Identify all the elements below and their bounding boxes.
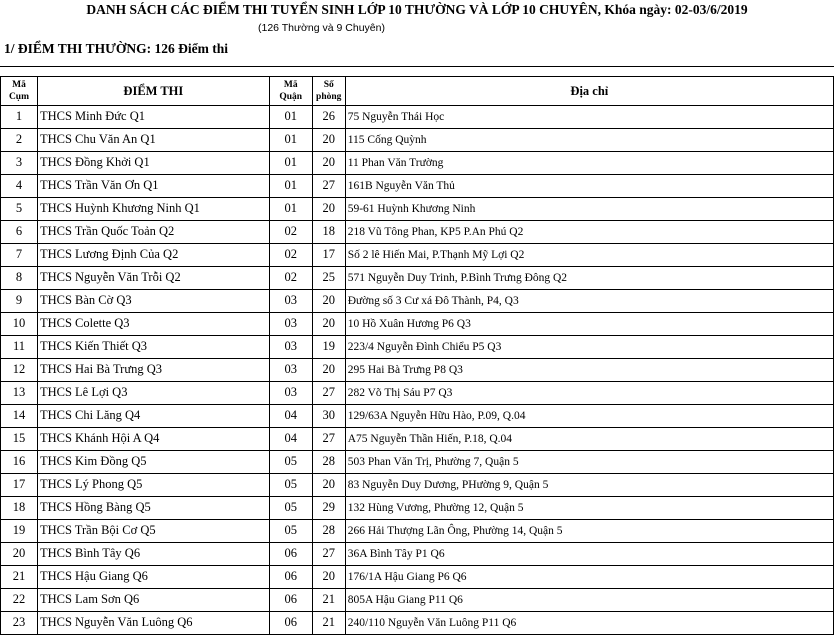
table-row <box>1 428 834 451</box>
cell-district-code: 04 <box>269 405 312 428</box>
cell-room-count: 28 <box>312 520 345 543</box>
cell-cluster-code: 23 <box>1 612 38 635</box>
cell-district-code: 03 <box>269 290 312 313</box>
cell-district-code: 02 <box>269 244 312 267</box>
cell-district-code: 01 <box>269 129 312 152</box>
cell-cluster-code: 16 <box>1 451 38 474</box>
cell-room-count: 21 <box>312 589 345 612</box>
cell-district-code: 02 <box>269 221 312 244</box>
cell-address: 161B Nguyễn Văn Thủ <box>345 175 833 198</box>
cell-address: Số 2 lê Hiến Mai, P.Thạnh Mỹ Lợi Q2 <box>345 244 833 267</box>
cell-address: 83 Nguyễn Duy Dương, PHường 9, Quận 5 <box>345 474 833 497</box>
cell-cluster-code: 20 <box>1 543 38 566</box>
table-row <box>1 451 834 474</box>
table-row <box>1 267 834 290</box>
cell-cluster-code: 18 <box>1 497 38 520</box>
cell-cluster-code: 7 <box>1 244 38 267</box>
table-row <box>1 566 834 589</box>
table-header-row <box>1 77 834 106</box>
cell-address: 75 Nguyễn Thái Học <box>345 106 833 129</box>
cell-district-code: 01 <box>269 106 312 129</box>
cell-room-count: 20 <box>312 474 345 497</box>
table-row <box>1 313 834 336</box>
cell-district-code: 06 <box>269 589 312 612</box>
cell-cluster-code: 22 <box>1 589 38 612</box>
cell-cluster-code: 8 <box>1 267 38 290</box>
cell-district-code: 03 <box>269 359 312 382</box>
table-row <box>1 520 834 543</box>
cell-cluster-code: 10 <box>1 313 38 336</box>
cell-room-count: 25 <box>312 267 345 290</box>
cell-site-name: THCS Đồng Khởi Q1 <box>37 152 269 175</box>
cell-cluster-code: 2 <box>1 129 38 152</box>
cell-site-name: THCS Lê Lợi Q3 <box>37 382 269 405</box>
cell-site-name: THCS Huỳnh Khương Ninh Q1 <box>37 198 269 221</box>
cell-site-name: THCS Hồng Bàng Q5 <box>37 497 269 520</box>
divider <box>0 66 834 67</box>
table-row <box>1 359 834 382</box>
cell-room-count: 27 <box>312 428 345 451</box>
cell-cluster-code: 5 <box>1 198 38 221</box>
cell-room-count: 17 <box>312 244 345 267</box>
cell-cluster-code: 11 <box>1 336 38 359</box>
table-row <box>1 198 834 221</box>
cell-room-count: 20 <box>312 566 345 589</box>
cell-district-code: 01 <box>269 152 312 175</box>
cell-address: 218 Vũ Tông Phan, KP5 P.An Phú Q2 <box>345 221 833 244</box>
cell-cluster-code: 9 <box>1 290 38 313</box>
cell-district-code: 03 <box>269 336 312 359</box>
table-row <box>1 221 834 244</box>
cell-address: 503 Phan Văn Trị, Phường 7, Quận 5 <box>345 451 833 474</box>
cell-district-code: 06 <box>269 566 312 589</box>
cell-cluster-code: 1 <box>1 106 38 129</box>
cell-address: 129/63A Nguyễn Hữu Hào, P.09, Q.04 <box>345 405 833 428</box>
cell-site-name: THCS Trần Bội Cơ Q5 <box>37 520 269 543</box>
cell-room-count: 20 <box>312 129 345 152</box>
cell-address: 295 Hai Bà Trưng P8 Q3 <box>345 359 833 382</box>
cell-district-code: 01 <box>269 175 312 198</box>
table-row <box>1 336 834 359</box>
table-row <box>1 129 834 152</box>
table-row <box>1 543 834 566</box>
exam-sites-table <box>0 76 834 635</box>
cell-site-name: THCS Kim Đồng Q5 <box>37 451 269 474</box>
table-row <box>1 290 834 313</box>
cell-site-name: THCS Bàn Cờ Q3 <box>37 290 269 313</box>
cell-room-count: 28 <box>312 451 345 474</box>
document-title: DANH SÁCH CÁC ĐIỂM THI TUYỂN SINH LỚP 10 THƯỜNG VÀ LỚP 10 CHUYÊN, Khóa ngày: 02-03/6/2019 <box>86 2 748 17</box>
cell-site-name: THCS Nguyễn Văn Luông Q6 <box>37 612 269 635</box>
cell-site-name: THCS Lý Phong Q5 <box>37 474 269 497</box>
cell-room-count: 19 <box>312 336 345 359</box>
cell-room-count: 27 <box>312 175 345 198</box>
cell-cluster-code: 19 <box>1 520 38 543</box>
header-cluster-code: Mã Cụm <box>1 77 38 106</box>
cell-site-name: THCS Chi Lăng Q4 <box>37 405 269 428</box>
cell-room-count: 30 <box>312 405 345 428</box>
cell-site-name: THCS Kiến Thiết Q3 <box>37 336 269 359</box>
cell-address: 11 Phan Văn Trường <box>345 152 833 175</box>
cell-district-code: 01 <box>269 198 312 221</box>
cell-site-name: THCS Hậu Giang Q6 <box>37 566 269 589</box>
cell-site-name: THCS Lương Định Của Q2 <box>37 244 269 267</box>
cell-site-name: THCS Chu Văn An Q1 <box>37 129 269 152</box>
document-subtitle: (126 Thường và 9 Chuyên) <box>258 22 385 34</box>
cell-room-count: 27 <box>312 543 345 566</box>
cell-room-count: 29 <box>312 497 345 520</box>
section-title: 1/ ĐIỂM THI THƯỜNG: 126 Điểm thi <box>4 41 229 56</box>
cell-address: 223/4 Nguyễn Đình Chiểu P5 Q3 <box>345 336 833 359</box>
cell-site-name: THCS Colette Q3 <box>37 313 269 336</box>
header-district-code: Mã Quận <box>269 77 312 106</box>
cell-site-name: THCS Trần Quốc Toản Q2 <box>37 221 269 244</box>
cell-cluster-code: 3 <box>1 152 38 175</box>
cell-cluster-code: 15 <box>1 428 38 451</box>
cell-district-code: 05 <box>269 451 312 474</box>
table-row <box>1 497 834 520</box>
cell-cluster-code: 12 <box>1 359 38 382</box>
cell-room-count: 20 <box>312 290 345 313</box>
cell-district-code: 05 <box>269 497 312 520</box>
cell-room-count: 20 <box>312 152 345 175</box>
cell-site-name: THCS Minh Đức Q1 <box>37 106 269 129</box>
cell-address: 36A Bình Tây P1 Q6 <box>345 543 833 566</box>
cell-room-count: 20 <box>312 313 345 336</box>
table-row <box>1 244 834 267</box>
cell-address: 59-61 Huỳnh Khương Ninh <box>345 198 833 221</box>
cell-address: 805A Hậu Giang P11 Q6 <box>345 589 833 612</box>
cell-cluster-code: 13 <box>1 382 38 405</box>
cell-address: 132 Hùng Vương, Phường 12, Quận 5 <box>345 497 833 520</box>
cell-district-code: 02 <box>269 267 312 290</box>
cell-address: 115 Cống Quỳnh <box>345 129 833 152</box>
cell-district-code: 03 <box>269 313 312 336</box>
cell-cluster-code: 21 <box>1 566 38 589</box>
cell-cluster-code: 4 <box>1 175 38 198</box>
table-row <box>1 612 834 635</box>
cell-site-name: THCS Trần Văn Ơn Q1 <box>37 175 269 198</box>
cell-district-code: 05 <box>269 474 312 497</box>
cell-site-name: THCS Nguyễn Văn Trỗi Q2 <box>37 267 269 290</box>
cell-address: 240/110 Nguyễn Văn Luông P11 Q6 <box>345 612 833 635</box>
cell-district-code: 04 <box>269 428 312 451</box>
cell-room-count: 20 <box>312 198 345 221</box>
cell-cluster-code: 14 <box>1 405 38 428</box>
cell-district-code: 06 <box>269 612 312 635</box>
cell-room-count: 26 <box>312 106 345 129</box>
cell-address: 176/1A Hậu Giang P6 Q6 <box>345 566 833 589</box>
header-site: ĐIỂM THI <box>37 77 269 106</box>
cell-site-name: THCS Khánh Hội A Q4 <box>37 428 269 451</box>
table-row <box>1 589 834 612</box>
cell-district-code: 03 <box>269 382 312 405</box>
cell-address: 10 Hồ Xuân Hương P6 Q3 <box>345 313 833 336</box>
cell-site-name: THCS Bình Tây Q6 <box>37 543 269 566</box>
table-row <box>1 152 834 175</box>
table-body <box>1 106 834 635</box>
table-row <box>1 382 834 405</box>
cell-district-code: 06 <box>269 543 312 566</box>
cell-room-count: 18 <box>312 221 345 244</box>
table-row <box>1 405 834 428</box>
cell-address: Đường số 3 Cư xá Đô Thành, P4, Q3 <box>345 290 833 313</box>
cell-room-count: 20 <box>312 359 345 382</box>
header-address: Địa chỉ <box>345 77 833 106</box>
cell-address: 266 Hải Thượng Lãn Ông, Phường 14, Quận 5 <box>345 520 833 543</box>
cell-district-code: 05 <box>269 520 312 543</box>
cell-room-count: 27 <box>312 382 345 405</box>
table-row <box>1 474 834 497</box>
cell-address: 282 Võ Thị Sáu P7 Q3 <box>345 382 833 405</box>
cell-address: 571 Nguyễn Duy Trinh, P.Bình Trưng Đông Q2 <box>345 267 833 290</box>
cell-room-count: 21 <box>312 612 345 635</box>
cell-site-name: THCS Hai Bà Trưng Q3 <box>37 359 269 382</box>
cell-site-name: THCS Lam Sơn Q6 <box>37 589 269 612</box>
cell-cluster-code: 6 <box>1 221 38 244</box>
table-row <box>1 175 834 198</box>
cell-cluster-code: 17 <box>1 474 38 497</box>
header-room-count: Số phòng <box>312 77 345 106</box>
table-row <box>1 106 834 129</box>
cell-address: A75 Nguyễn Thần Hiến, P.18, Q.04 <box>345 428 833 451</box>
